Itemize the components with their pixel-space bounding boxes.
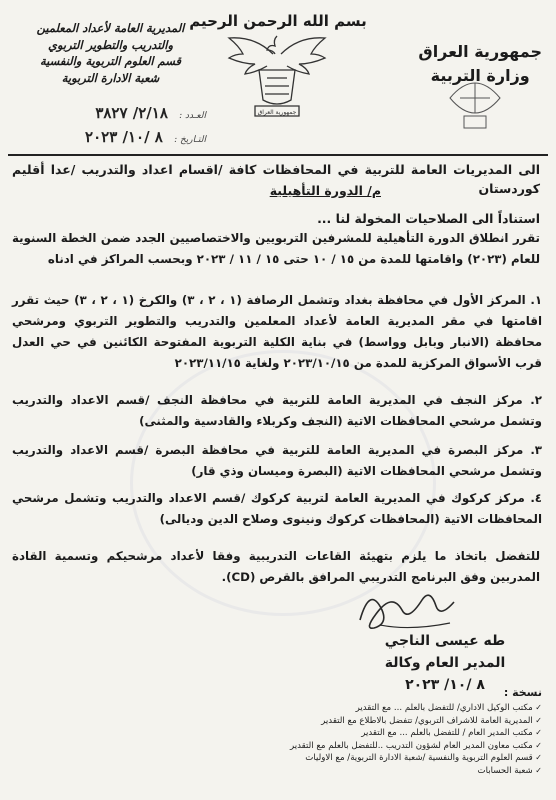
intro-line: استناداً الى الصلاحيات المخولة لنا ...: [317, 211, 540, 226]
dept-line: المديرية العامة لأعداد المعلمين: [36, 21, 185, 35]
list-item: ٣. مركز البصرة في المديرية العامة للتربية في محافظة البصرة /قسم الاعداد والتدريب وتشمل مرشحي المحافظات الاتية (البصرة وميسان وذي قار): [12, 443, 542, 478]
signatory-title: المدير العام وكالة: [384, 655, 506, 671]
number-label: العـدد :: [179, 111, 206, 121]
signature-block: [370, 630, 520, 696]
reference-number: [26, 104, 206, 122]
dept-line: شعبة الادارة التربوية: [61, 70, 160, 85]
date-value: ٨ /١٠/ ٢٠٢٣: [85, 128, 163, 146]
dept-line: والتدريب والتطوير التربوي: [47, 37, 174, 52]
subject: م/ الدورة التأهيلية: [269, 183, 381, 198]
ministry-logo-icon: [420, 58, 530, 138]
number-value: ٢/١٨/ ٣٨٢٧: [95, 104, 168, 122]
list-item: ✓ مكتب المدير العام / للتفضل بالعلم ... مع التقدير: [12, 727, 542, 740]
copies-title: نسخة :: [503, 686, 542, 699]
list-item: ✓ مكتب الوكيل الاداري/ للتفضل بالعلم ... مع التقدير: [12, 702, 542, 715]
list-item: ✓ قسم العلوم التربوية والنفسية /شعبة الادارة التربوية/ مع الاوليات: [12, 752, 542, 765]
header-divider: [8, 154, 548, 156]
list-item: ✓ شعبة الحسابات: [12, 765, 542, 778]
list-item: ✓ مكتب معاون المدير العام لشؤون التدريب ..للتفضل بالعلم مع التقدير: [12, 740, 542, 753]
closing-paragraph: للتفضل باتخاذ ما يلزم بتهيئة القاعات التدريبية وفقا لأعداد مرشحيكم وتسمية القادة المدربين وفق البرنامج التدريبي المرافق بالقرص (CD).: [12, 549, 540, 584]
emblem-label: جمهورية العراق: [257, 109, 297, 116]
list-item: ٢. مركز النجف في المديرية العامة للتربية في محافظة النجف /قسم الاعداد والتدريب وتشمل مرشحي المحافظات الاتية (النجف وكربلاء والقادسية والمثنى): [12, 393, 542, 428]
main-paragraph: تقرر انطلاق الدورة التأهيلية للمشرفين التربويين والاختصاصيين الجدد ضمن الخطة السنوية للعام (٢٠٢٣) واقامتها للمدة من ١٥ / ١٠ حتى ١٥ / ١١ / ٢٠٢٣ وبحسب المراكز في ادناه: [12, 231, 540, 266]
addressee: الى المديريات العامة للتربية في المحافظات كافة /اقسام اعداد والتدريب /عدا أقليم كوردستان: [12, 162, 540, 196]
eagle-emblem-icon: [215, 26, 340, 141]
country-name: جمهورية العراق: [418, 42, 542, 61]
dept-line: قسم العلوم التربوية والنفسية: [40, 54, 181, 68]
signature-date: ٨ /١٠/ ٢٠٢٣: [405, 677, 485, 693]
signatory-name: طه عيسى الناجي: [384, 633, 506, 649]
list-item: ١. المركز الأول في محافظة بغداد وتشمل الرصافة (١ ، ٢ ، ٣) والكرخ (١ ، ٢ ، ٣) حيث تقرر اقامتها في مقر المديرية العامة لأعداد المعلمين والتدريب والتطوير التربوي ومرشحي محافظة (الانبار وبابل وواسط) في بناية الكلية التربوية المفتوحة الكائنين في حي العدل قرب الأسواق المركزية للمدة من ٢٠٢٣/١٠/١٥ ولغاية ٢٠٢٣/١١/١٥: [12, 293, 543, 370]
list-item: ٤. مركز كركوك في المديرية العامة لتربية كركوك /قسم الاعداد والتدريب وتشمل مرشحي المحافظات الاتية (المحافظات كركوك ونينوى وصلاح الدين وديالى): [12, 491, 542, 526]
letterhead-department: [18, 20, 203, 86]
bismillah: بسم الله الرحمن الرحيم: [189, 12, 367, 30]
date-label: التـاريخ :: [174, 135, 206, 145]
ministry-name: وزارة التربية: [430, 66, 530, 85]
reference-date: [26, 128, 206, 146]
copies-list: [12, 702, 542, 778]
list-item: ✓ المديرية العامة للاشراف التربوي/ تتفضل بالاطلاع مع التقدير: [12, 715, 542, 728]
